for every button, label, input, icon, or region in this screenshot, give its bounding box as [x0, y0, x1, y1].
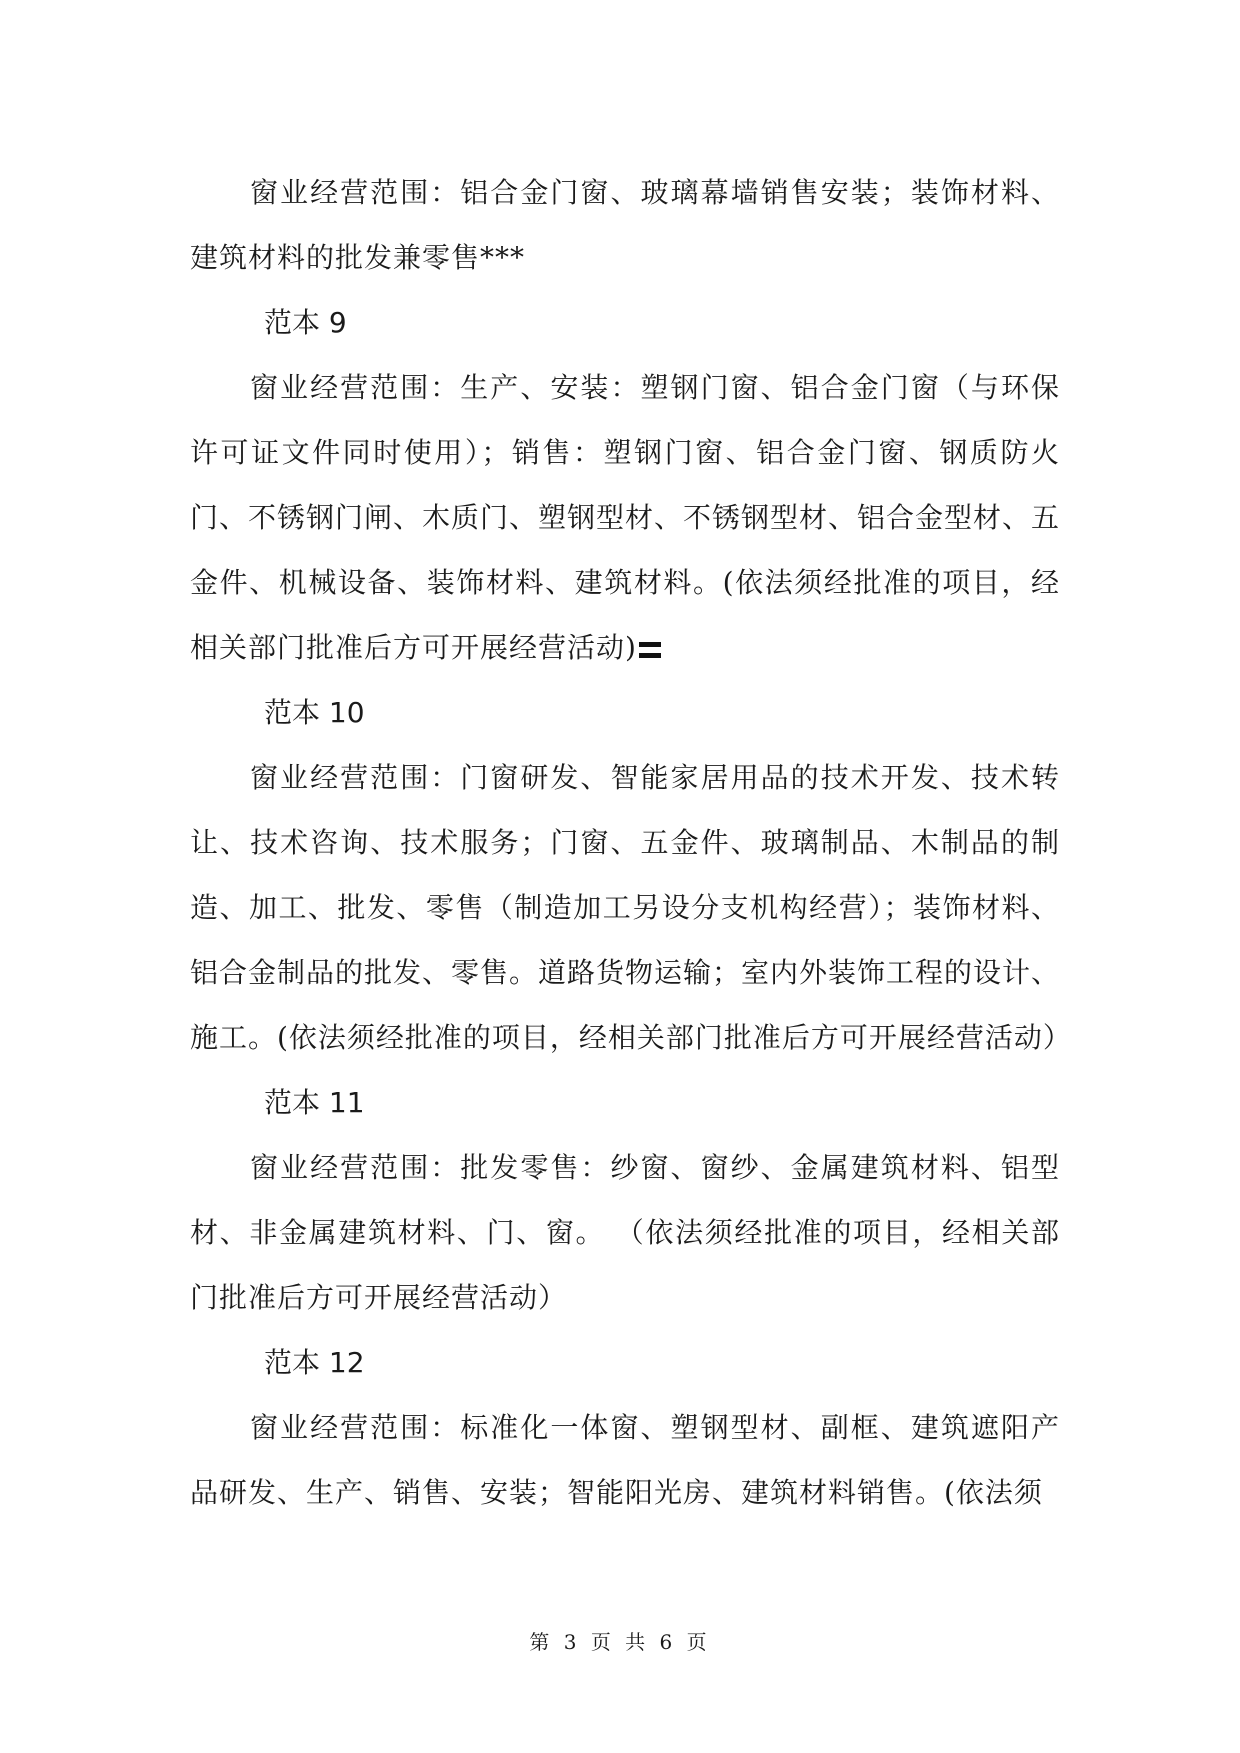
document-body: [190, 160, 1072, 1525]
paragraph-scope-9: [190, 355, 1060, 680]
section-break-icon: [639, 642, 661, 658]
paragraph-scope-11: 窗业经营范围：批发零售：纱窗、窗纱、金属建筑材料、铝型材、非金属建筑材料、门、窗。 （依法须经批准的项目，经相关部门批准后方可开展经营活动）: [190, 1151, 1060, 1314]
heading-template-9: 范本 9: [264, 306, 347, 339]
paragraph-scope-8: 窗业经营范围：铝合金门窗、玻璃幕墙销售安装；装饰材料、建筑材料的批发兼零售***: [190, 176, 1060, 274]
page-number-footer: 第 3 页 共 6 页: [529, 1630, 711, 1654]
paragraph-scope-10: 窗业经营范围：门窗研发、智能家居用品的技术开发、技术转让、技术咨询、技术服务；门窗、五金件、玻璃制品、木制品的制造、加工、批发、零售（制造加工另设分支机构经营）；装饰材料、铝合金制品的批发、零售。道路货物运输；室内外装饰工程的设计、施工。(依法须经批准的项目，经相关部门批准后方可开展经营活动）: [190, 761, 1072, 1054]
heading-template-11: 范本 11: [264, 1086, 365, 1119]
heading-template-10: 范本 10: [264, 696, 365, 729]
heading-template-12: 范本 12: [264, 1346, 365, 1379]
paragraph-scope-9-text: 窗业经营范围：生产、安装：塑钢门窗、铝合金门窗（与环保许可证文件同时使用）；销售：塑钢门窗、铝合金门窗、钢质防火门、不锈钢门闸、木质门、塑钢型材、不锈钢型材、铝合金型材、五金件、机械设备、装饰材料、建筑材料。(依法须经批准的项目，经相关部门批准后方可开展经营活动): [190, 371, 1061, 664]
paragraph-scope-12: 窗业经营范围：标准化一体窗、塑钢型材、副框、建筑遮阳产品研发、生产、销售、安装；智能阳光房、建筑材料销售。(依法须: [190, 1411, 1060, 1509]
